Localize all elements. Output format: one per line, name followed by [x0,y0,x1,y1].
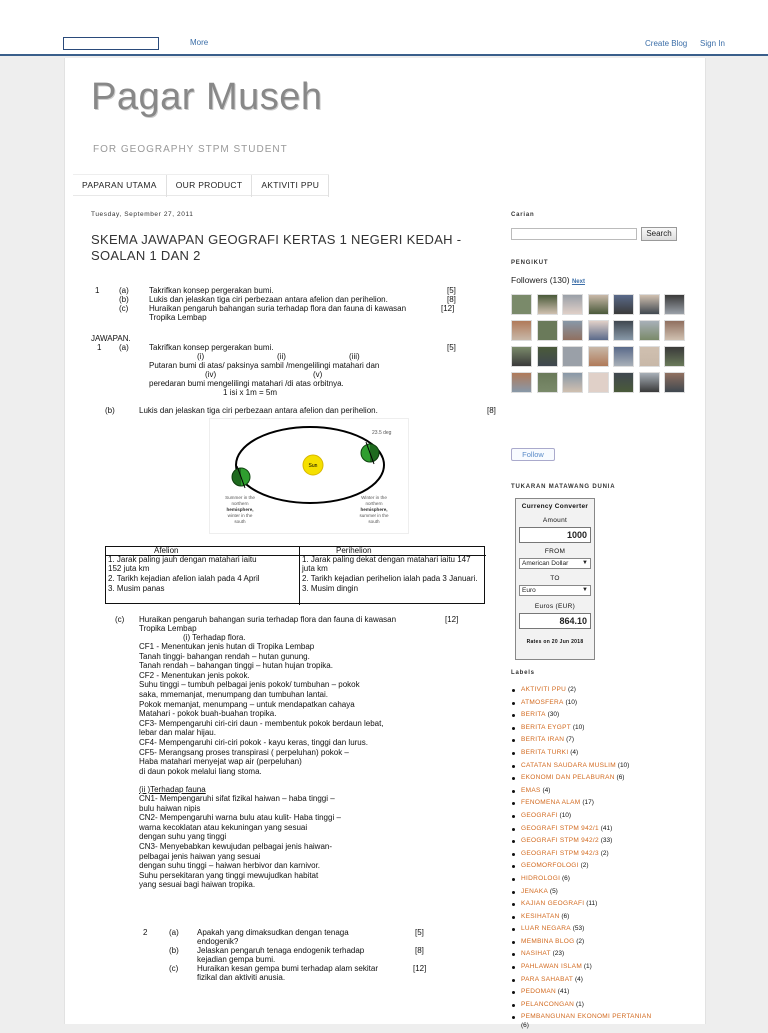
q2-b-text: Jelaskan pengaruh tenaga endogenik terhadap [197,946,365,955]
q2-b-mark: (b) [169,946,179,955]
right-caption [359,495,389,524]
label-item [511,697,691,710]
label-count: (33) [600,837,613,845]
label-link[interactable]: BERITA [521,711,546,719]
svg-text:south: south [368,519,380,524]
follower-avatar[interactable] [537,372,558,393]
label-link[interactable]: PAHLAWAN ISLAM [521,963,583,971]
followers-count [511,275,585,285]
chevron-down-icon: ▼ [582,587,588,593]
converter-title: Currency Converter [521,503,589,510]
fauna-line: Suhu persekitaran yang tinggi mewujudkan habitat [139,870,319,880]
label-item [511,961,691,974]
fauna-line: bulu haiwan nipis [139,803,201,813]
label-link[interactable]: BERITA TURKI [521,748,569,756]
q1-c-score: [12] [441,304,455,313]
fauna-line: dengan suhu yang tinggi [139,832,227,842]
from-currency-select[interactable] [519,558,591,569]
label-item [511,772,691,785]
ans-c-mark: (c) [115,615,125,624]
labels-heading: Labels [511,670,535,676]
q1-c-text-2: Tropika Lembap [149,313,207,322]
q1-c-text: Huraikan pengaruh bahangan suria terhadap flora dan fauna di kawasan [149,304,407,313]
label-link[interactable]: LUAR NEGARA [521,925,571,933]
follower-avatar[interactable] [562,372,583,393]
label-item [511,974,691,987]
label-item [511,999,691,1012]
flora-line: Suhu tinggi – tumbuh pelbagai jenis pokok/ tumbuhan – pokok [139,680,360,690]
label-count: (1) [575,1000,584,1008]
ans-c-text: Huraikan pengaruh bahangan suria terhadap flora dan fauna di kawasan [139,615,397,624]
from-label: FROM [544,548,566,555]
follower-avatar[interactable] [562,346,583,367]
label-count: (2) [600,849,609,857]
follower-avatar[interactable] [588,294,609,315]
label-item [511,986,691,999]
follower-avatar[interactable] [639,346,660,367]
label-item [511,860,691,873]
ans-a-score: [5] [447,343,456,352]
to-currency-select[interactable] [519,585,591,596]
blogger-navbar [0,0,768,56]
label-item [511,823,691,836]
svg-text:hemisphere,: hemisphere, [360,507,388,512]
follower-avatar[interactable] [613,346,634,367]
q1-b-mark: (b) [119,295,129,304]
table-cell: 152 juta km [108,564,150,573]
orbit-diagram-svg [210,419,410,535]
flora-line: CF1 - Menentukan jenis hutan di Tropika Lembap [139,642,315,651]
label-item [511,747,691,760]
fauna-line: pelbagai jenis haiwan yang sesuai [139,851,261,861]
q1-a-score: [5] [447,286,456,295]
label-count: (6) [562,874,570,882]
label-link[interactable]: BERITA IRAN [521,736,565,744]
amount-label: Amount [542,517,568,524]
label-link[interactable]: GEOGRAFI STPM 942/2 [521,837,599,845]
fauna-line: CN3- Menyebabkan kewujudan pelbagai jenis haiwan- [139,842,333,851]
tab-aktiviti-ppu[interactable]: AKTIVITI PPU [252,175,329,197]
q2-a-text: Apakah yang dimaksudkan dengan tenaga [197,928,349,937]
roman-i: (i) [197,352,205,361]
q2-c-text: Huraikan kesan gempa bumi terhadap alam sekitar [197,964,378,973]
flora-heading: (i) Terhadap flora. [183,633,246,642]
label-count: (30) [547,711,560,719]
table-cell: 2. Tarikh kejadian perihelion ialah pada 3 Januari. [302,574,478,583]
table-cell: 2. Tarikh kejadian afelion ialah pada 4 April [108,574,260,583]
q1-a-mark: (a) [119,286,129,295]
fauna-line: yang sesuai bagi haiwan tropika. [139,880,256,890]
jawapan-heading: JAWAPAN. [91,334,131,343]
q1-b-score: [8] [447,295,456,304]
label-link[interactable]: BERITA EYGPT [521,723,572,731]
search-heading: Carian [511,212,535,218]
q2-c-score: [12] [413,964,427,973]
ans-c-score: [12] [445,615,459,624]
tilt-label: 23.5 deg [372,430,392,436]
label-item [511,898,691,911]
label-item [511,911,691,924]
label-link[interactable]: KESIHATAN [521,912,560,920]
sidebar-search-input[interactable] [511,228,637,240]
table-head-afelion: Afelion [154,546,179,555]
label-item [511,684,691,697]
tab-our-product[interactable]: OUR PRODUCT [167,175,253,197]
label-count: (6) [561,912,570,920]
ans-a-line3: 1 isi x 1m = 5m [223,388,278,397]
label-count: (4) [574,975,583,983]
follower-avatar[interactable] [639,294,660,315]
follower-avatar[interactable] [537,346,558,367]
table-cell: juta km [302,564,328,573]
label-link[interactable]: ATMOSFERA [521,698,564,706]
search-button[interactable]: Search [641,227,677,241]
q1-b-text: Lukis dan jelaskan tiga ciri perbezaan antara afelion dan perihelion. [149,295,388,304]
label-item [511,709,691,722]
label-item [511,734,691,747]
afelion-perihelion-table [105,546,485,604]
label-item [511,810,691,823]
svg-text:hemisphere,: hemisphere, [226,507,254,512]
ans-a-mark: (a) [119,343,129,352]
label-item [511,873,691,886]
table-cell: 3. Musim panas [108,584,165,593]
label-count: (41) [557,988,570,996]
q1-a-text: Takrifkan konsep pergerakan bumi. [149,286,274,295]
q2-number: 2 [143,928,148,937]
navbar-search-input[interactable] [63,37,159,50]
label-link[interactable]: GEOGRAFI STPM 942/3 [521,849,599,857]
flora-line: CF4- Mempengaruhi ciri-ciri pokok - kayu keras, tinggi dan lurus. [139,738,368,747]
post-date: Tuesday, September 27, 2011 [91,211,194,218]
follower-avatar[interactable] [639,372,660,393]
table-cell: 1. Jarak paling dekat dengan matahari iaitu 147 [302,555,471,564]
q2-a-mark: (a) [169,928,179,937]
ans-a-line1: Putaran bumi di atas/ paksinya sambil /mengelilingi matahari dan [149,361,380,370]
rates-note: Rates on 20 Jun 2018 [526,639,584,645]
follower-avatar[interactable] [664,372,685,393]
roman-iii: (iii) [349,352,360,361]
svg-text:northern: northern [365,501,383,506]
label-count: (1) [583,963,592,971]
follower-avatar[interactable] [537,294,558,315]
follower-avatar[interactable] [664,320,685,341]
follower-avatar[interactable] [613,372,634,393]
label-item [511,936,691,949]
label-count: (11) [586,900,598,908]
sign-in-link[interactable]: Sign In [700,39,725,48]
svg-text:northern: northern [231,501,249,506]
ans-b-mark: (b) [105,406,115,415]
flora-line: CF3- Mempengaruhi ciri-ciri daun - membentuk pokok berdaun lebat, [139,718,384,728]
label-item [511,722,691,735]
label-item [511,760,691,773]
create-blog-link[interactable]: Create Blog [645,39,688,48]
label-link[interactable]: GEOMORFOLOGI [521,862,579,870]
label-link[interactable]: NASIHAT [521,950,551,958]
label-count: (6) [616,774,625,782]
table-cell: 1. Jarak paling jauh dengan matahari iaitu [108,555,257,564]
currency-converter [515,498,595,660]
to-label: TO [550,575,560,582]
q2-b-score: [8] [415,946,424,955]
tab-paparan-utama[interactable]: PAPARAN UTAMA [73,175,167,197]
ans-b-text: Lukis dan jelaskan tiga ciri perbezaan antara afelion dan perihelion. [139,406,378,415]
page-tabs [73,174,329,196]
label-item [511,785,691,798]
q2-b-text-2: kejadian gempa bumi. [197,955,276,964]
label-count: (10) [565,698,578,706]
label-count: (17) [582,799,594,807]
roman-iv: (iv) [205,370,217,379]
label-count: (10) [572,723,585,731]
q2-a-score: [5] [415,928,424,937]
to-currency-value: Euro [522,587,536,594]
label-link[interactable]: PEMBANGUNAN EKONOMI PERTANIAN [521,1013,652,1021]
label-count: (4) [542,786,551,794]
label-link[interactable]: EMAS [521,786,541,794]
post-title[interactable]: SKEMA JAWAPAN GEOGRAFI KERTAS 1 NEGERI KEDAH - SOALAN 1 DAN 2 [91,232,462,263]
follower-avatar[interactable] [639,320,660,341]
table-cell: 3. Musim dingin [302,584,359,593]
label-count: (53) [572,925,585,933]
fauna-heading: (ii )Terhadap fauna [139,785,206,794]
pengikut-heading: PENGIKUT [511,260,549,266]
label-link[interactable]: JENAKA [521,887,549,895]
labels-list [511,684,691,1033]
label-link[interactable]: GEOGRAFI STPM 942/1 [521,824,599,832]
label-link[interactable]: CATATAN SAUDARA MUSLIM [521,761,616,769]
next-link[interactable]: Next [571,279,585,285]
flora-line: CF2 - Menentukan jenis pokok. [139,670,250,680]
blog-title[interactable]: Pagar Museh [91,76,323,118]
follower-avatar[interactable] [511,294,532,315]
left-caption [225,495,255,524]
q1-c-mark: (c) [119,304,129,313]
q2-c-text-2: fizikal dan aktiviti anusia. [197,973,286,982]
follower-avatar[interactable] [588,346,609,367]
blog-page [64,58,706,1030]
svg-text:Summer in the: Summer in the [225,495,255,500]
label-item [511,886,691,899]
follower-avatar[interactable] [511,320,532,341]
label-count: (7) [566,736,575,744]
flora-line: Tanah rendah – bahangan tinggi – hutan hujan tropika. [139,661,333,671]
label-item [511,797,691,810]
fauna-line: CN2- Mempengaruhi warna bulu atau kulit- Haba tinggi – [139,813,341,823]
q2-a-text-2: endogenik? [197,937,239,946]
flora-line: di daun pokok melalui liang stoma. [139,766,262,776]
follower-avatar[interactable] [613,294,634,315]
flora-line: Haba matahari menyejat wap air (perpeluhan) [139,757,302,767]
follower-avatar[interactable] [664,294,685,315]
flora-line: Matahari - pokok buah-buahan tropika. [139,709,277,719]
flora-line: Pokok memanjat, menumpang – untuk mendapatkan cahaya [139,699,355,709]
follower-avatar[interactable] [588,320,609,341]
label-count: (6) [521,1022,529,1030]
fauna-line: CN1- Mempengaruhi sifat fizikal haiwan – haba tinggi – [139,794,335,803]
flora-line: saka, mmemanjat, menumpang dan tumbuhan lantai. [139,690,328,699]
label-item [511,835,691,848]
fauna-line: dengan suhu tinggi – haiwan herbivor dan karnivor. [139,861,321,871]
label-count: (10) [617,761,630,769]
sun-label: Sun [308,463,318,469]
follower-avatar[interactable] [613,320,634,341]
label-link[interactable]: MEMBINA BLOG [521,937,575,945]
follower-avatar[interactable] [588,372,609,393]
table-head-perihelion: Perihelion [336,546,372,555]
label-count: (2) [576,937,585,945]
ans-a-text: Takrifkan konsep pergerakan bumi. [149,343,274,352]
from-currency-value: American Dollar [522,560,569,567]
label-link[interactable]: GEOGRAFI [521,811,558,819]
orbit-diagram [209,418,409,534]
post-column [91,210,503,1020]
label-item [511,1020,691,1033]
ans-a-number: 1 [97,343,102,352]
chevron-down-icon: ▼ [582,560,588,566]
blog-description: FOR GEOGRAPHY STPM STUDENT [93,144,288,155]
label-count: (2) [580,862,589,870]
label-item [511,948,691,961]
follower-avatar[interactable] [562,320,583,341]
amount-input[interactable]: 1000 [519,527,591,543]
roman-v: (v) [313,370,323,379]
label-count: (10) [559,811,572,819]
roman-ii: (ii) [277,352,286,361]
label-link[interactable]: PELANCONGAN [521,1000,575,1008]
ans-b-score: [8] [487,406,496,415]
label-count: (5) [549,887,558,895]
sidebar [511,210,691,1030]
result-value: 864.10 [519,613,591,629]
label-link[interactable]: HIDROLOGI [521,874,561,882]
follower-avatar[interactable] [664,346,685,367]
label-count: (41) [600,824,613,832]
follower-avatar[interactable] [562,294,583,315]
label-link[interactable]: PARA SAHABAT [521,975,574,983]
fauna-line: warna kecoklatan atau kekuningan yang sesuai [139,822,308,832]
svg-text:summer in the: summer in the [359,513,389,518]
more-link[interactable]: More [190,38,209,47]
label-count: (4) [570,748,579,756]
label-item [511,848,691,861]
ans-c-text-2: Tropika Lembap [139,624,197,633]
label-link[interactable]: FENOMENA ALAM [521,799,581,807]
flora-line: Tanah tinggi- bahangan rendah – hutan gunung. [139,651,310,661]
follower-avatar[interactable] [537,320,558,341]
q1-number: 1 [95,286,100,295]
label-link[interactable]: KAJIAN GEOGRAFI [521,900,585,908]
label-count: (2) [567,686,576,693]
svg-text:south: south [234,519,246,524]
svg-text:Winter in the: Winter in the [361,495,387,500]
result-label: Euros (EUR) [534,603,576,610]
follower-avatar[interactable] [511,346,532,367]
label-link[interactable]: EKONOMI DAN PELABURAN [521,774,615,782]
label-count: (23) [552,950,565,958]
flora-line: CF5- Merangsang proses transpirasi ( perpeluhan) pokok – [139,747,349,757]
q2-c-mark: (c) [169,964,179,973]
label-link[interactable]: AKTIVITI PPU [521,686,567,693]
label-item [511,923,691,936]
followers-label: Followers (130) [511,275,570,285]
follower-avatar[interactable] [511,372,532,393]
svg-text:winter in the: winter in the [227,513,253,518]
currency-heading: TUKARAN MATAWANG DUNIA [511,484,616,490]
ans-a-line2: peredaran bumi mengelilingi matahari /di atas orbitnya. [149,379,344,388]
label-link[interactable]: PEDOMAN [521,988,556,996]
follow-button[interactable]: Follow [511,448,555,461]
flora-line: lebar dan malar hijau. [139,728,216,738]
